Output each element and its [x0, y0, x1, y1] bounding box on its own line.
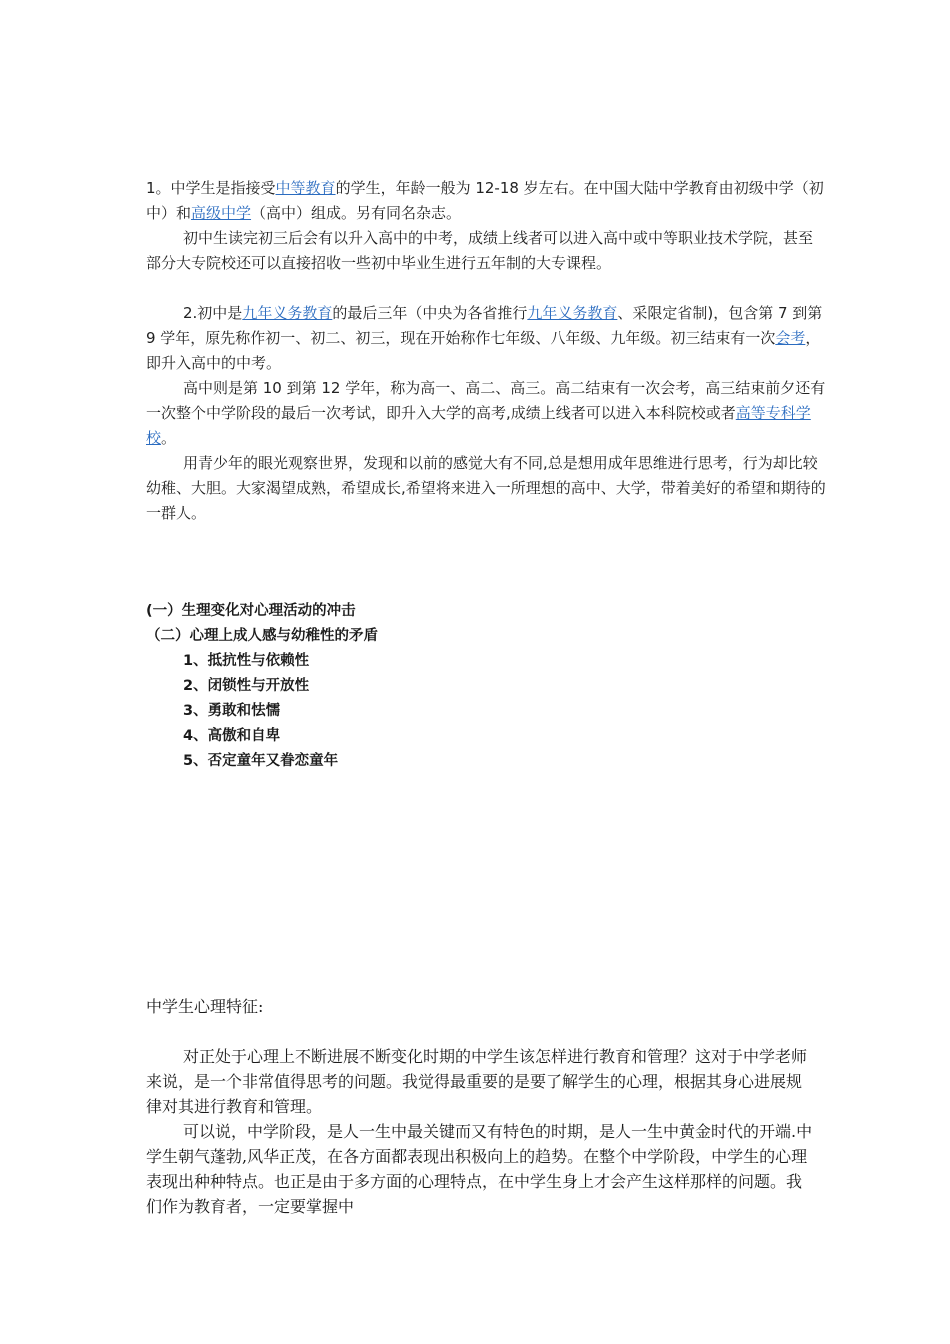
text-run: 的最后三年（中央为各省推行	[332, 304, 528, 322]
paragraph-golden-age: 可以说，中学阶段，是人一生中最关键而又有特色的时期，是人一生中黄金时代的开端.中学生朝气蓬勃,风华正茂，在各方面都表现出积极向上的趋势。在整个中学阶段，中学生的心理表现出种种特点。也正是由于多方面的心理特点，在中学生身上才会产生这样那样的问题。我们作为教育者，一定要掌握中	[146, 1122, 813, 1216]
text-run: 。	[161, 429, 177, 447]
psychology-section	[146, 994, 816, 1219]
text-run: 高中则是第 10 到第 12 学年，称为高一、高二、高三。高二结束有一次会考，高三结束前夕还有一次整个中学阶段的最后一次考试，即升入大学的高考,成绩上线者可以进入本科院校或者	[146, 379, 826, 422]
text-run: 1。中学生是指接受	[146, 179, 276, 197]
link-nine-year-compulsory-education[interactable]: 九年义务教育	[242, 304, 333, 322]
outline-item: 4、高傲和自卑	[183, 728, 281, 744]
paragraph-junior-high	[146, 301, 826, 376]
spacer	[146, 1019, 816, 1044]
link-senior-high-school[interactable]: 高级中学	[191, 204, 252, 222]
link-secondary-education[interactable]: 中等教育	[275, 179, 336, 197]
outline-heading-1: (一）生理变化对心理活动的冲击	[146, 603, 356, 619]
outline-item: 2、闭锁性与开放性	[183, 678, 310, 694]
text-run: 、采限定省制)，包含第 7 到第 9 学年，原先称作初一、初二、初三，现在开始称作七年级、八年级、九年级。初三结束有一次	[146, 304, 823, 347]
paragraph-zhongkao: 初中生读完初三后会有以升入高中的中考，成绩上线者可以进入高中或中等职业技术学院，甚至部分大专院校还可以直接招收一些初中毕业生进行五年制的大专课程。	[146, 229, 814, 272]
outline-list	[146, 599, 746, 774]
paragraph-adolescent-view: 用青少年的眼光观察世界，发现和以前的感觉大有不同,总是想用成年思维进行思考，行为却比较幼稚、大胆。大家渴望成熟，希望成长,希望将来进入一所理想的高中、大学，带着美好的希望和期待的一群人。	[146, 454, 826, 522]
text-run: 2.初中是	[183, 304, 243, 322]
section-heading: 中学生心理特征:	[146, 997, 264, 1016]
link-higher-vocational-college[interactable]: 高等专科学校	[146, 404, 811, 447]
spacer	[146, 276, 826, 301]
paragraph-education-question: 对正处于心理上不断进展不断变化时期的中学生该怎样进行教育和管理？这对于中学老师来说，是一个非常值得思考的问题。我觉得最重要的是要了解学生的心理，根据其身心进展规律对其进行教育和管理。	[146, 1047, 808, 1116]
outline-item: 1、抵抗性与依赖性	[183, 653, 310, 669]
intro-section	[146, 176, 826, 526]
paragraph-definition	[146, 176, 826, 226]
outline-item: 5、否定童年又眷恋童年	[183, 753, 339, 769]
paragraph-senior-high	[146, 376, 826, 451]
link-nine-year-compulsory-education-2[interactable]: 九年义务教育	[527, 304, 618, 322]
text-run: （高中）组成。另有同名杂志。	[251, 204, 462, 222]
outline-heading-2: （二）心理上成人感与幼稚性的矛盾	[146, 628, 378, 644]
outline-item: 3、勇敢和怯懦	[183, 703, 281, 719]
link-huikao[interactable]: 会考	[775, 329, 806, 347]
text-run: 的学生，年龄一般为 12-18 岁左右。在中国大陆中学教育由初级中学（初中）和	[146, 179, 824, 222]
text-run: ，即升入高中的中考。	[146, 329, 821, 372]
